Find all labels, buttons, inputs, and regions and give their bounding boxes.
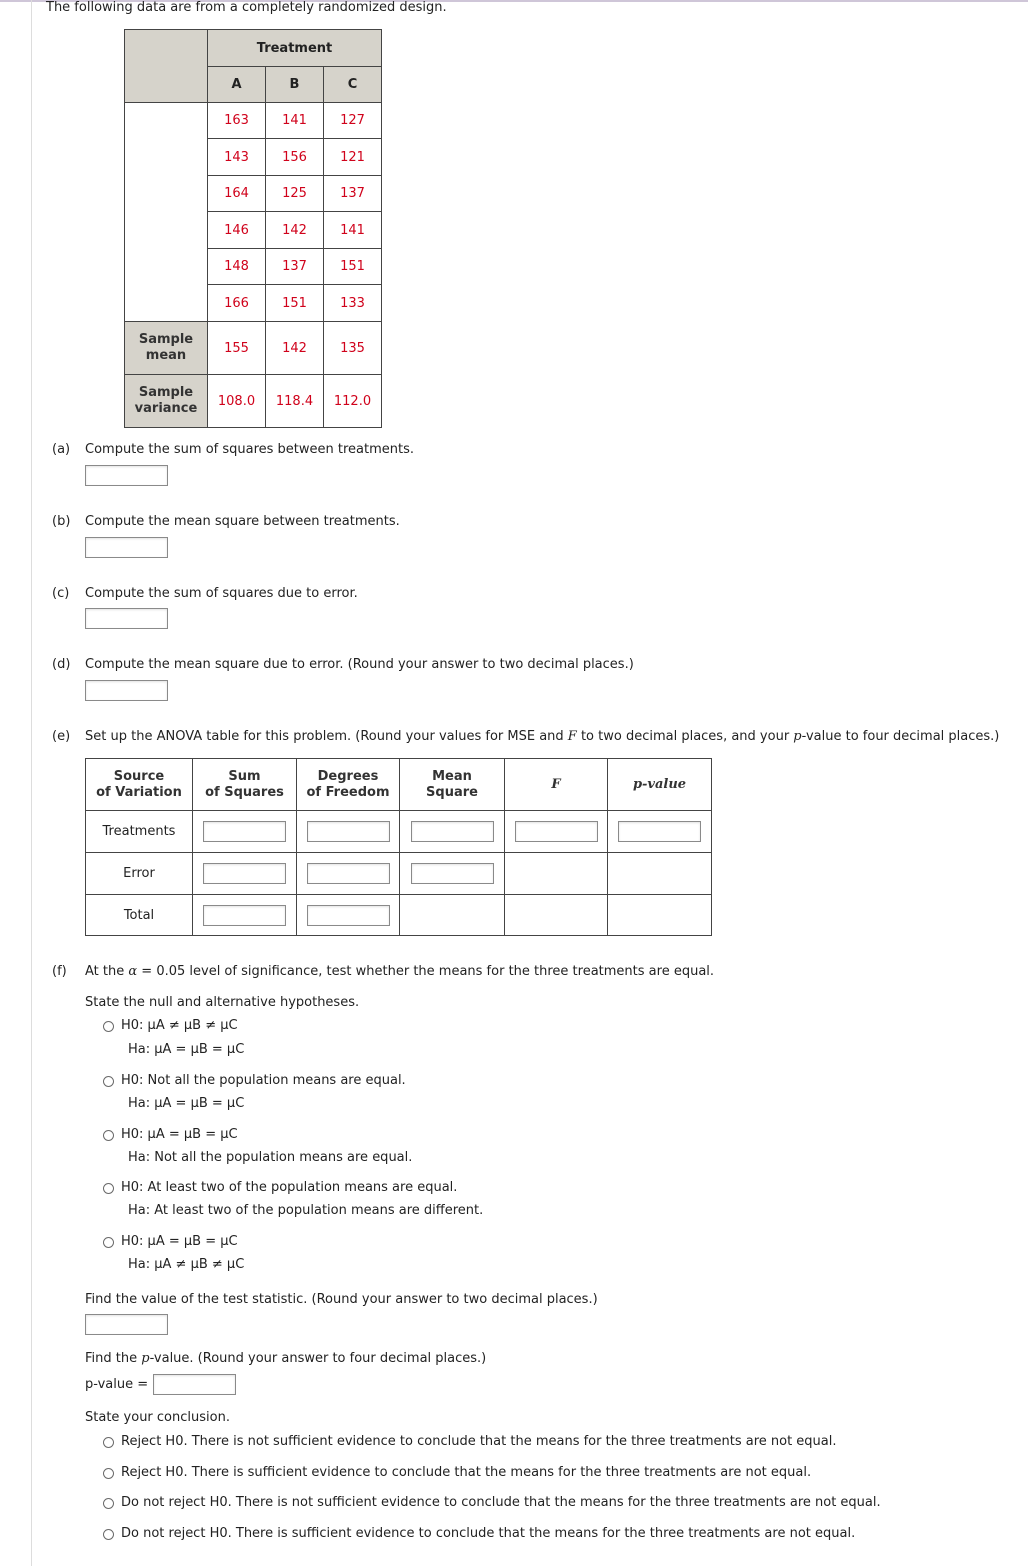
hyp4-ha: Ha: At least two of the population means are different. (128, 1203, 484, 1218)
f-cell (505, 811, 608, 853)
col-header-c: C (324, 67, 382, 103)
anova-ms-error-input[interactable] (411, 863, 494, 884)
ms-error-input[interactable] (85, 680, 168, 701)
ss-cell (193, 811, 297, 853)
part-f-text: At the α = 0.05 level of significance, test whether the means for the three treatments are equal. (85, 964, 715, 979)
sample-mean-label: Sample mean (125, 322, 208, 375)
conclusion-option-1-text: Reject H0. There is not sufficient evidence to conclude that the means for the three treatments are not equal. (121, 1434, 837, 1449)
col-header-a: A (208, 67, 266, 103)
hyp3-h0: H0: μA = μB = μC (121, 1127, 238, 1142)
data-cell: 163 (208, 103, 266, 139)
data-cell: 146 (208, 212, 266, 249)
hyp5-ha: Ha: μA ≠ μB ≠ μC (128, 1257, 245, 1272)
data-cell: 133 (324, 285, 382, 322)
conclusion-option-3-text: Do not reject H0. There is not sufficient evidence to conclude that the means for the three treatments are not equal. (121, 1495, 881, 1510)
pvalue-label: p-value = (85, 1377, 149, 1392)
hyp3-ha: Ha: Not all the population means are equal. (128, 1150, 413, 1165)
data-cell: 143 (208, 139, 266, 176)
data-cell: 164 (208, 176, 266, 212)
mean-cell: 155 (208, 322, 266, 375)
data-cell: 156 (266, 139, 324, 176)
pvalue-prompt: Find the p-value. (Round your answer to four decimal places.) (85, 1351, 487, 1366)
col-ms: Mean Square (400, 759, 505, 811)
hyp4-h0: H0: At least two of the population means are equal. (121, 1180, 458, 1195)
empty-cell (608, 895, 712, 936)
ss-cell (193, 895, 297, 936)
hyp2-h0: H0: Not all the population means are equal. (121, 1073, 406, 1088)
row-total-label: Total (86, 895, 193, 936)
data-cell: 166 (208, 285, 266, 322)
part-e-text: Set up the ANOVA table for this problem. (Round your values for MSE and F to two decimal places, and your p-value to four decimal places.) (85, 729, 1000, 744)
anova-df-total-input[interactable] (307, 905, 390, 926)
empty-cell (505, 853, 608, 895)
empty-cell (505, 895, 608, 936)
part-c-tag: (c) (52, 586, 70, 601)
data-cell: 137 (324, 176, 382, 212)
data-cell: 148 (208, 249, 266, 285)
hypothesis-option-3-radio[interactable] (103, 1130, 114, 1141)
blank-cell (125, 103, 208, 322)
hypothesis-option-5-radio[interactable] (103, 1237, 114, 1248)
intro-text: The following data are from a completely randomized design. (46, 0, 447, 15)
hypotheses-prompt: State the null and alternative hypotheses. (85, 995, 360, 1010)
part-b-text: Compute the mean square between treatments. (85, 514, 400, 529)
part-a-tag: (a) (52, 442, 71, 457)
anova-df-error-input[interactable] (307, 863, 390, 884)
empty-cell (608, 853, 712, 895)
col-f: F (505, 759, 608, 811)
test-stat-input[interactable] (85, 1314, 168, 1335)
col-df: Degrees of Freedom (297, 759, 400, 811)
anova-ss-error-input[interactable] (203, 863, 286, 884)
hypothesis-option-2-radio[interactable] (103, 1076, 114, 1087)
variance-cell: 118.4 (266, 375, 324, 428)
data-cell: 151 (266, 285, 324, 322)
part-b-tag: (b) (52, 514, 71, 529)
data-cell: 141 (266, 103, 324, 139)
data-cell: 127 (324, 103, 382, 139)
conclusion-option-4-radio[interactable] (103, 1529, 114, 1540)
data-table (124, 29, 382, 428)
hyp2-ha: Ha: μA = μB = μC (128, 1096, 245, 1111)
part-c-text: Compute the sum of squares due to error. (85, 586, 358, 601)
df-cell (297, 811, 400, 853)
col-source: Source of Variation (86, 759, 193, 811)
anova-ms-treatments-input[interactable] (411, 821, 494, 842)
sample-variance-label: Sample variance (125, 375, 208, 428)
data-cell: 142 (266, 212, 324, 249)
ss-treatments-input[interactable] (85, 465, 168, 486)
ss-cell (193, 853, 297, 895)
left-border (31, 0, 32, 1566)
hyp1-ha: Ha: μA = μB = μC (128, 1042, 245, 1057)
test-stat-prompt: Find the value of the test statistic. (Round your answer to two decimal places.) (85, 1292, 598, 1307)
hypothesis-option-4-radio[interactable] (103, 1183, 114, 1194)
part-e-tag: (e) (52, 729, 71, 744)
part-d-text: Compute the mean square due to error. (Round your answer to two decimal places.) (85, 657, 634, 672)
anova-ss-treatments-input[interactable] (203, 821, 286, 842)
data-cell: 125 (266, 176, 324, 212)
df-cell (297, 895, 400, 936)
variance-cell: 112.0 (324, 375, 382, 428)
conclusion-option-2-text: Reject H0. There is sufficient evidence to conclude that the means for the three treatments are not equal. (121, 1465, 812, 1480)
hyp5-h0: H0: μA = μB = μC (121, 1234, 238, 1249)
data-cell: 141 (324, 212, 382, 249)
anova-pvalue-input[interactable] (618, 821, 701, 842)
data-cell: 137 (266, 249, 324, 285)
col-p: p-value (608, 759, 712, 811)
ms-cell (400, 811, 505, 853)
col-header-b: B (266, 67, 324, 103)
conclusion-option-4-text: Do not reject H0. There is sufficient evidence to conclude that the means for the three treatments are not equal. (121, 1526, 856, 1541)
conclusion-option-2-radio[interactable] (103, 1468, 114, 1479)
hypothesis-option-1-radio[interactable] (103, 1021, 114, 1032)
conclusion-option-3-radio[interactable] (103, 1498, 114, 1509)
mean-cell: 135 (324, 322, 382, 375)
data-cell: 151 (324, 249, 382, 285)
mean-cell: 142 (266, 322, 324, 375)
corner-cell (125, 30, 208, 103)
data-cell: 121 (324, 139, 382, 176)
anova-ss-total-input[interactable] (203, 905, 286, 926)
row-treatments-label: Treatments (86, 811, 193, 853)
conclusion-option-1-radio[interactable] (103, 1437, 114, 1448)
pvalue-input[interactable] (153, 1374, 236, 1395)
hyp1-h0: H0: μA ≠ μB ≠ μC (121, 1018, 238, 1033)
anova-df-treatments-input[interactable] (307, 821, 390, 842)
row-error-label: Error (86, 853, 193, 895)
treatment-header: Treatment (208, 30, 382, 67)
part-a-text: Compute the sum of squares between treatments. (85, 442, 415, 457)
part-f-tag: (f) (52, 964, 67, 979)
part-d-tag: (d) (52, 657, 71, 672)
df-cell (297, 853, 400, 895)
ms-cell (400, 853, 505, 895)
anova-f-input[interactable] (515, 821, 598, 842)
anova-table (85, 758, 712, 936)
variance-cell: 108.0 (208, 375, 266, 428)
empty-cell (400, 895, 505, 936)
conclusion-prompt: State your conclusion. (85, 1410, 230, 1425)
ss-error-input[interactable] (85, 608, 168, 629)
col-ss: Sum of Squares (193, 759, 297, 811)
ms-treatments-input[interactable] (85, 537, 168, 558)
p-cell (608, 811, 712, 853)
